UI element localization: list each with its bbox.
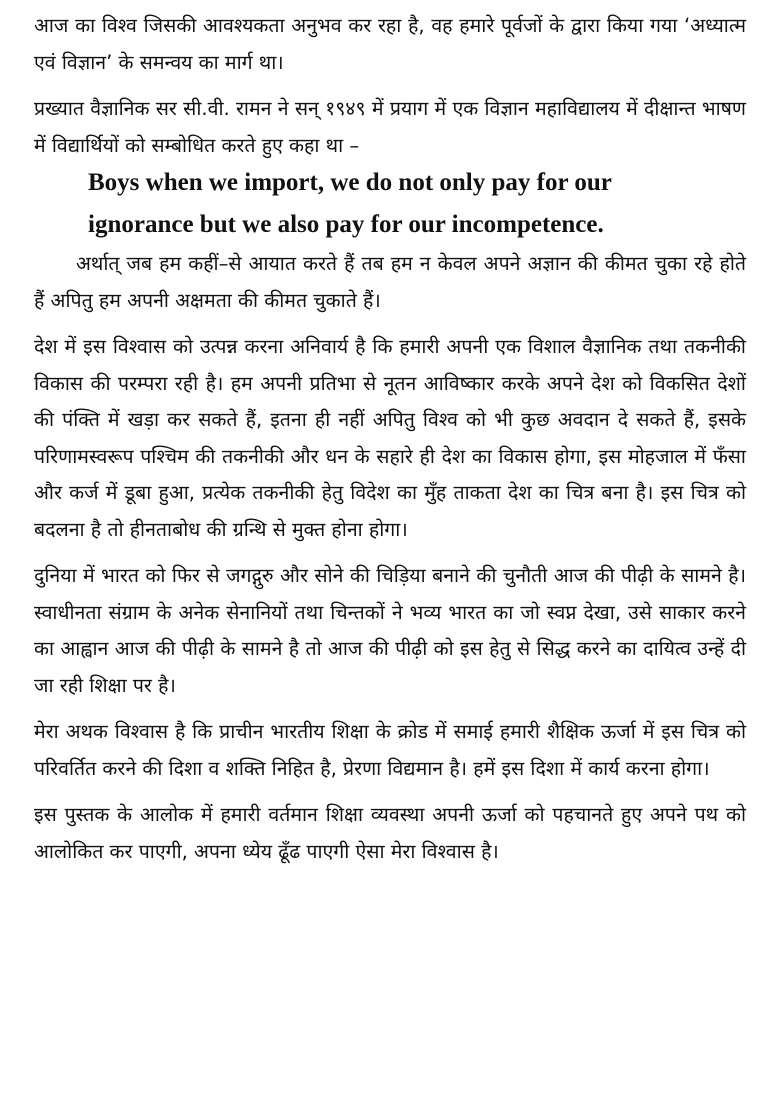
paragraph-3: अर्थात् जब हम कहीं–से आयात करते हैं तब हम न केवल अपने अज्ञान की कीमत चुका रहे होते हैं अपितु हम अपनी अक्षमता की कीमत चुकाते हैं।: [34, 252, 746, 312]
paragraph-5: दुनिया में भारत को फिर से जगद्गुरु और सोने की चिड़िया बनाने की चुनौती आज की पीढ़ी के सामने है। स्वाधीनता संग्राम के अनेक सेनानियों तथा चिन्तकों ने भव्य भारत का जो स्वप्न देखा, उसे साकार करने का आह्वान आज की पीढ़ी के सामने है तो आज की पीढ़ी को इस हेतु से सिद्ध करने का दायित्व उन्हें दी जा रही शिक्षा पर है।: [34, 564, 746, 697]
quote-line-1: Boys when we import, we do not only pay for our: [88, 169, 612, 196]
paragraph-7: इस पुस्तक के आलोक में हमारी वर्तमान शिक्षा व्यवस्था अपनी ऊर्जा को पहचानते हुए अपने पथ को आलोकित कर पाएगी, अपना ध्येय ढूँढ पाएगी ऐसा मेरा विश्वास है।: [34, 803, 746, 863]
quote-line-2: ignorance but we also pay for our incompetence.: [88, 211, 604, 238]
paragraph-2: प्रख्यात वैज्ञानिक सर सी.वी. रामन ने सन् १९४९ में प्रयाग में एक विज्ञान महाविद्यालय में दीक्षान्त भाषण में विद्यार्थियों को सम्बोधित करते हुए कहा था –: [34, 97, 746, 157]
english-quote: [34, 162, 746, 246]
paragraph-1: आज का विश्व जिसकी आवश्यकता अनुभव कर रहा है, वह हमारे पूर्वजों के द्वारा किया गया ‘अध्यात्म एवं विज्ञान’ के समन्वय का मार्ग था।: [34, 14, 746, 74]
paragraph-4: देश में इस विश्वास को उत्पन्न करना अनिवार्य है कि हमारी अपनी एक विशाल वैज्ञानिक तथा तकनीकी विकास की परम्परा रही है। हम अपनी प्रतिभा से नूतन आविष्कार करके अपने देश को विकसित देशों की पंक्ति में खड़ा कर सकते हैं, इतना ही नहीं अपितु विश्व को भी कुछ अवदान दे सकते हैं, इसके परिणामस्वरूप पश्चिम की तकनीकी और धन के सहारे ही देश का विकास होगा, इस मोहजाल में फँसा और कर्ज में डूबा हुआ, प्रत्येक तकनीकी हेतु विदेश का मुँह ताकता देश का चित्र बना है। इस चित्र को बदलना है तो हीनताबोध की ग्रन्थि से मुक्त होना होगा।: [34, 335, 746, 541]
paragraph-6: मेरा अथक विश्वास है कि प्राचीन भारतीय शिक्षा के क्रोड में समाई हमारी शैक्षिक ऊर्जा में इस चित्र को परिवर्तित करने की दिशा व शक्ति निहित है, प्रेरणा विद्यमान है। हमें इस दिशा में कार्य करना होगा।: [34, 720, 746, 780]
